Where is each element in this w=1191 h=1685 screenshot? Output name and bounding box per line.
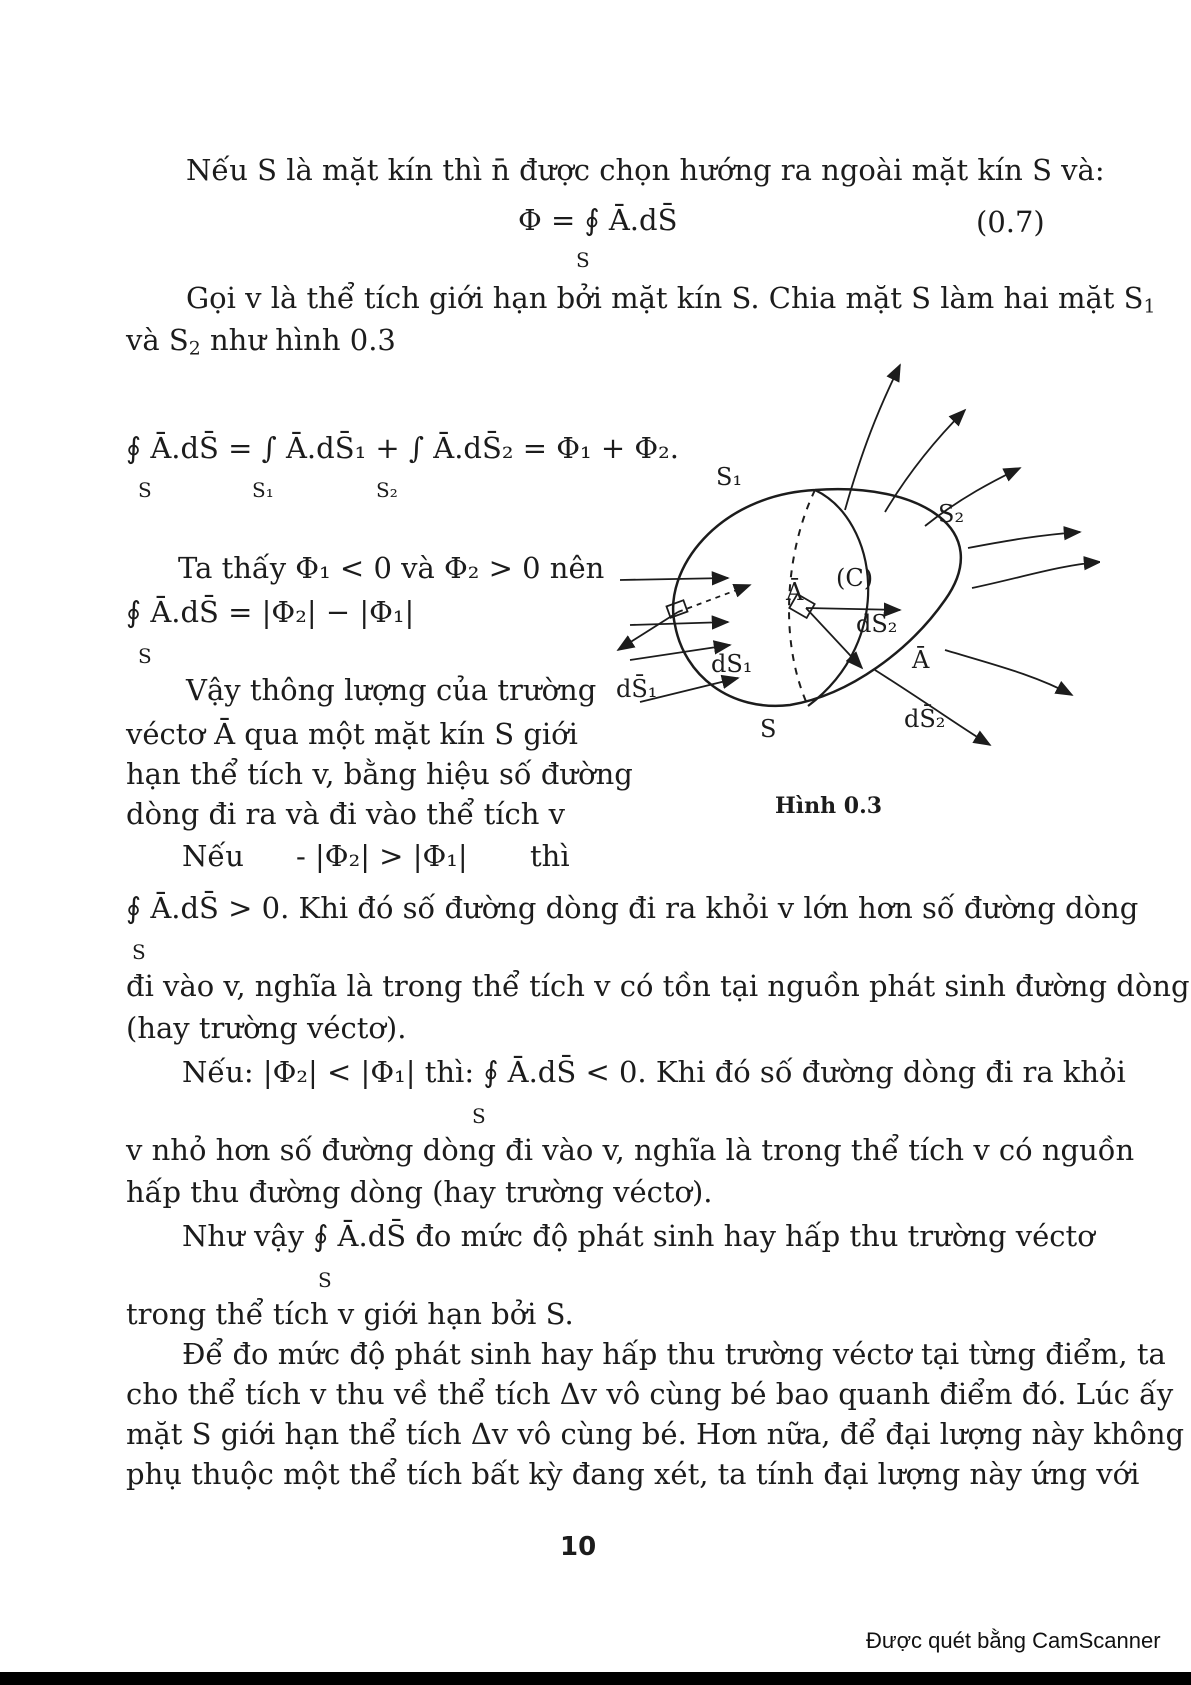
- paragraph-volume-line-1: Gọi v là thể tích giới hạn bởi mặt kín S. Chia mặt S làm hai mặt $S_1$: [186, 281, 1156, 318]
- figure-0-3: [600, 350, 1100, 820]
- paragraph-source-limit: S: [132, 940, 146, 964]
- paragraph-conclusion-line: dòng đi ra và đi vào thể tích v: [126, 797, 566, 831]
- paragraph-sink-limit: S: [472, 1104, 486, 1128]
- paragraph-closed-surface: Nếu S là mặt kín thì n̄ được chọn hướng ra ngoài mặt kín S và:: [186, 153, 1105, 187]
- label-c: (C): [836, 564, 874, 592]
- paragraph-measure-line: Như vậy ∮ Ā.dS̄ đo mức độ phát sinh hay hấp thu trường véctơ: [182, 1219, 1095, 1253]
- equation-flux-split-limit-s2: S₂: [376, 478, 398, 502]
- label-ds2-vector: dS̄₂: [904, 705, 946, 733]
- equation-flux-split-limit-s1: S₁: [252, 478, 274, 502]
- label-a-center: Ā: [786, 578, 804, 606]
- paragraph-point-line: cho thể tích v thu về thể tích Δv vô cùng bé bao quanh điểm đó. Lúc ấy: [126, 1377, 1174, 1411]
- paragraph-volume-line-2: và $S_2$ như hình 0.3: [126, 323, 396, 360]
- figure-caption: Hình 0.3: [775, 793, 883, 819]
- label-s: S: [760, 715, 777, 743]
- label-ds1: dS₁: [711, 650, 753, 678]
- equation-0-7-limit: S: [576, 248, 590, 272]
- equation-number-0-7: (0.7): [976, 205, 1045, 239]
- paragraph-sink-line: hấp thu đường dòng (hay trường véctơ).: [126, 1175, 713, 1209]
- paragraph-sign-observation: Ta thấy Φ₁ < 0 và Φ₂ > 0 nên: [178, 551, 605, 585]
- paragraph-measure-line: trong thể tích v giới hạn bởi S.: [126, 1297, 574, 1331]
- equation-flux-split: ∮ Ā.dS̄ = ∫ Ā.dS̄₁ + ∫ Ā.dS̄₂ = Φ₁ + Φ₂.: [126, 431, 679, 465]
- label-s2: S₂: [938, 500, 965, 528]
- equation-flux-split-limit-s: S: [138, 478, 152, 502]
- equation-flux-difference-limit: S: [138, 644, 152, 668]
- paragraph-conclusion-line: Vậy thông lượng của trường: [186, 673, 597, 707]
- condition-greater: - |Φ₂| > |Φ₁|: [296, 839, 468, 873]
- bottom-edge-bar: [0, 1672, 1191, 1685]
- label-ds2: dS₂: [856, 610, 898, 638]
- paragraph-conclusion-line: véctơ Ā qua một mặt kín S giới: [126, 717, 578, 751]
- page-number: 10: [560, 1532, 597, 1562]
- paragraph-sink-line: Nếu: |Φ₂| < |Φ₁| thì: ∮ Ā.dS̄ < 0. Khi đó số đường dòng đi ra khỏi: [182, 1055, 1126, 1089]
- paragraph-sink-line: v nhỏ hơn số đường dòng đi vào v, nghĩa là trong thể tích v có nguồn: [126, 1133, 1135, 1167]
- paragraph-source-line: đi vào v, nghĩa là trong thể tích v có tồn tại nguồn phát sinh đường dòng: [126, 969, 1190, 1003]
- condition-if-label: Nếu: [182, 839, 244, 873]
- label-ds1-vector: dS̄₁: [616, 675, 658, 703]
- equation-0-7: Φ = ∮ Ā.dS̄: [518, 203, 678, 237]
- paragraph-source-line: ∮ Ā.dS̄ > 0. Khi đó số đường dòng đi ra khỏi v lớn hơn số đường dòng: [126, 891, 1139, 925]
- equation-flux-difference: ∮ Ā.dS̄ = |Φ₂| − |Φ₁|: [126, 595, 415, 629]
- label-s1: S₁: [716, 463, 743, 491]
- paragraph-point-line: Để đo mức độ phát sinh hay hấp thu trường véctơ tại từng điểm, ta: [182, 1337, 1166, 1371]
- paragraph-source-line: (hay trường véctơ).: [126, 1011, 407, 1045]
- paragraph-conclusion-line: hạn thể tích v, bằng hiệu số đường: [126, 757, 633, 791]
- scanner-watermark: Được quét bằng CamScanner: [866, 1628, 1161, 1653]
- label-a-right: Ā: [912, 646, 930, 674]
- paragraph-measure-limit: S: [318, 1268, 332, 1292]
- condition-then-label: thì: [530, 839, 570, 873]
- paragraph-point-line: mặt S giới hạn thể tích Δv vô cùng bé. Hơn nữa, để đại lượng này không: [126, 1417, 1185, 1451]
- paragraph-point-line: phụ thuộc một thể tích bất kỳ đang xét, ta tính đại lượng này ứng với: [126, 1457, 1140, 1491]
